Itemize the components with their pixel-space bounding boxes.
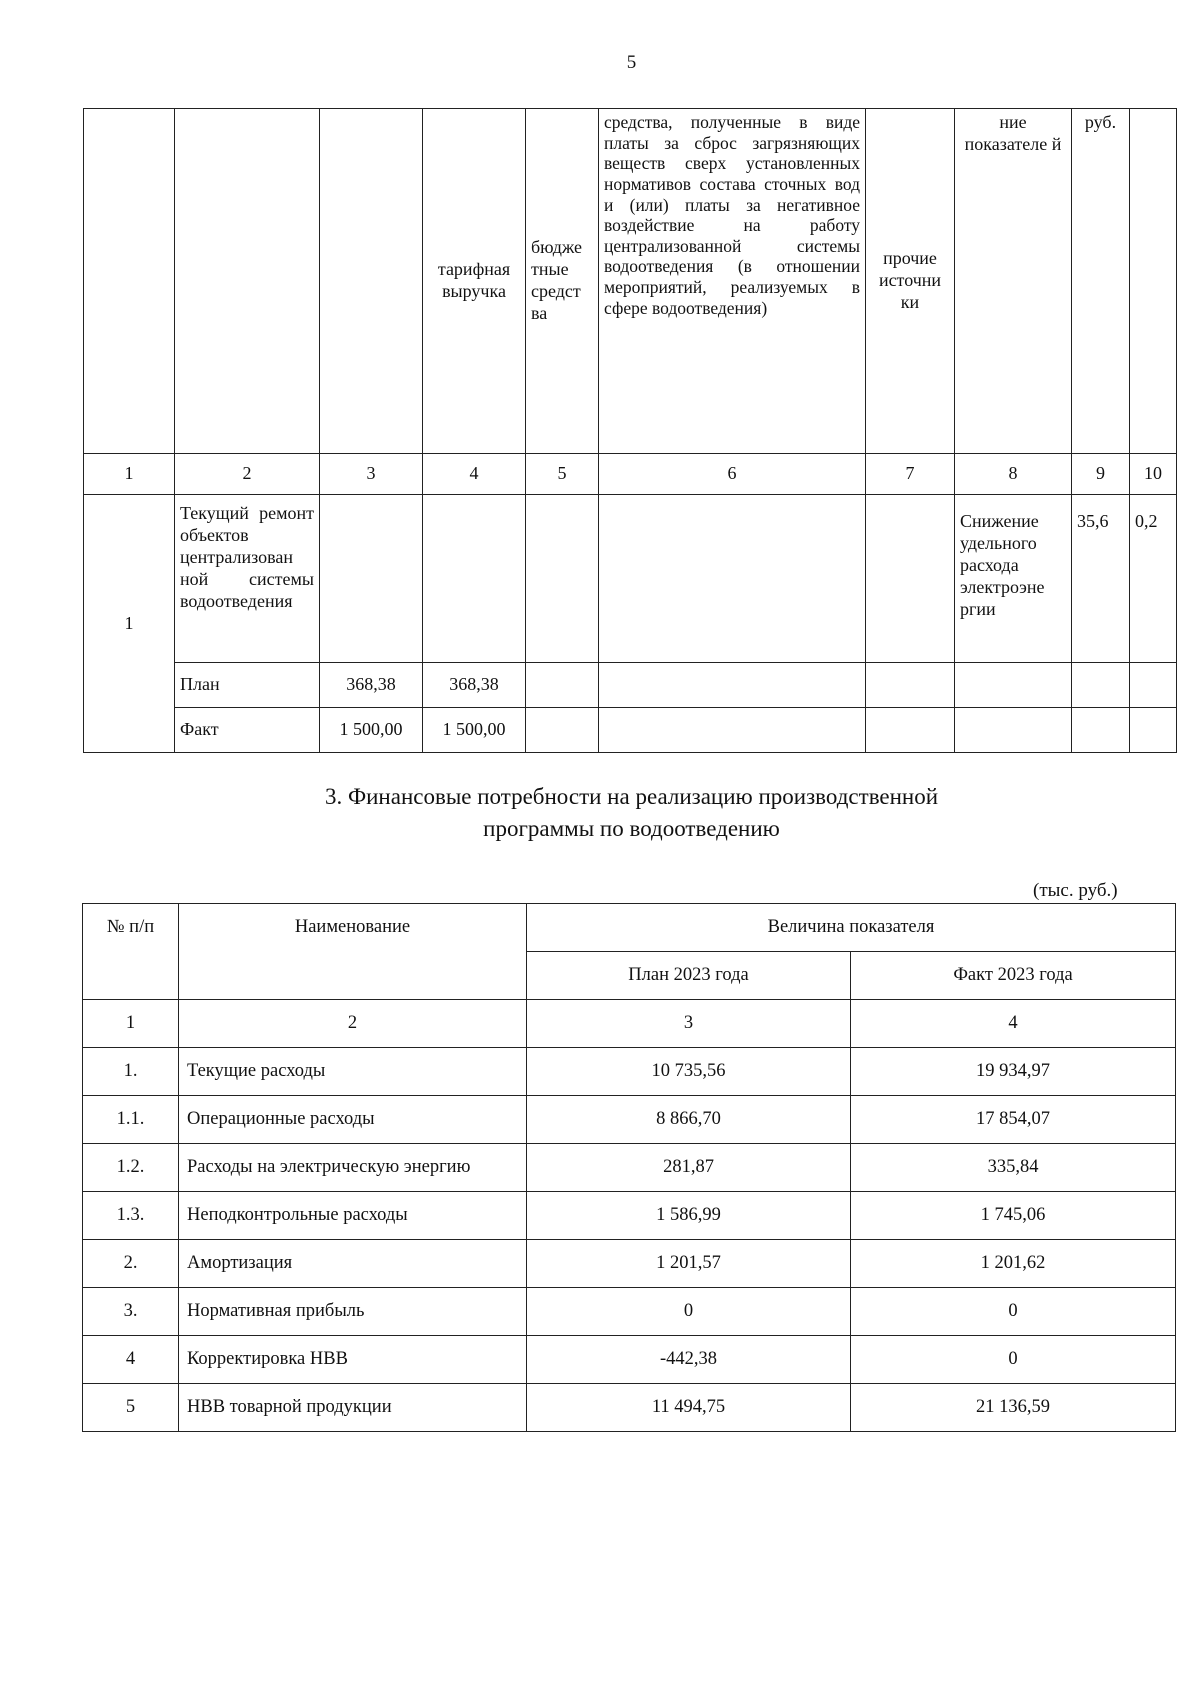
table1-cell xyxy=(866,495,955,663)
table1-cell xyxy=(320,495,423,663)
row-no: 5 xyxy=(83,1384,179,1432)
table2-header-fact: Факт 2023 года xyxy=(851,952,1176,1000)
table1-header-rub: руб. xyxy=(1072,109,1130,454)
table-row xyxy=(83,1288,1176,1336)
table2-header-name: Наименование xyxy=(179,904,527,1000)
table1-col-number: 5 xyxy=(526,454,599,495)
row-plan: 281,87 xyxy=(527,1144,851,1192)
table1-row-index: 1 xyxy=(84,495,175,753)
row-name: Неподконтрольные расходы xyxy=(179,1192,527,1240)
table1-cell xyxy=(1072,708,1130,753)
row-no: 3. xyxy=(83,1288,179,1336)
table1-col-number: 4 xyxy=(423,454,526,495)
table1-measure-name: Текущий ремонт объектов централизован ной системы водоотведения xyxy=(175,495,320,663)
row-plan: -442,38 xyxy=(527,1336,851,1384)
row-name: НВВ товарной продукции xyxy=(179,1384,527,1432)
row-fact: 21 136,59 xyxy=(851,1384,1176,1432)
row-name: Расходы на электрическую энергию xyxy=(179,1144,527,1192)
table1-value-rub: 35,6 xyxy=(1072,495,1130,663)
table2-header-no: № п/п xyxy=(83,904,179,1000)
table1-plan-row xyxy=(84,663,1177,708)
row-fact: 1 201,62 xyxy=(851,1240,1176,1288)
table1-col-number: 10 xyxy=(1130,454,1177,495)
units-label: (тыс. руб.) xyxy=(1033,880,1118,901)
table2-numbers-row xyxy=(83,1000,1176,1048)
page-number: 5 xyxy=(626,52,637,73)
table-row xyxy=(83,1240,1176,1288)
table1-cell xyxy=(599,663,866,708)
row-fact: 0 xyxy=(851,1288,1176,1336)
table1-cell xyxy=(599,495,866,663)
table1-measure-row xyxy=(84,495,1177,663)
table1-fact-label: Факт xyxy=(175,708,320,753)
table1-fact-col3: 1 500,00 xyxy=(320,708,423,753)
table1-header-indicator: ние показателе й xyxy=(955,109,1072,454)
table1-plan-col3: 368,38 xyxy=(320,663,423,708)
table1-indicator: Снижение удельного расхода электроэне ргии xyxy=(955,495,1072,663)
row-no: 1. xyxy=(83,1048,179,1096)
table1-col-number: 8 xyxy=(955,454,1072,495)
table-row xyxy=(83,1144,1176,1192)
table2-col-number: 3 xyxy=(527,1000,851,1048)
table1-col-number: 9 xyxy=(1072,454,1130,495)
table1-header-cell-2 xyxy=(175,109,320,454)
row-name: Текущие расходы xyxy=(179,1048,527,1096)
table1-header-cell-1 xyxy=(84,109,175,454)
table1-plan-label: План xyxy=(175,663,320,708)
table1-col-number: 3 xyxy=(320,454,423,495)
row-no: 2. xyxy=(83,1240,179,1288)
table1-numbers-row xyxy=(84,454,1177,495)
section-title-line-2: программы по водоотведению xyxy=(483,816,780,842)
row-no: 1.3. xyxy=(83,1192,179,1240)
table2-col-number: 1 xyxy=(83,1000,179,1048)
table1-cell xyxy=(866,708,955,753)
table2-header-plan: План 2023 года xyxy=(527,952,851,1000)
table1-col-number: 6 xyxy=(599,454,866,495)
row-name: Корректировка НВВ xyxy=(179,1336,527,1384)
row-name: Амортизация xyxy=(179,1240,527,1288)
table1-cell xyxy=(955,708,1072,753)
row-fact: 335,84 xyxy=(851,1144,1176,1192)
table1-header-other-sources: прочие источни ки xyxy=(866,109,955,454)
row-fact: 0 xyxy=(851,1336,1176,1384)
table1-col-number: 2 xyxy=(175,454,320,495)
row-plan: 8 866,70 xyxy=(527,1096,851,1144)
row-plan: 1 201,57 xyxy=(527,1240,851,1288)
table1-header-discharge-fees: средства, полученные в виде платы за сброс загрязняющих веществ сверх установленных нормативов состава сточных вод и (или) платы за негативное воздействие на работу централизованной системы водоотведения (в отношении мероприятий, реализуемых в сфере водоотведения) xyxy=(599,109,866,454)
row-plan: 11 494,75 xyxy=(527,1384,851,1432)
table2-header-row xyxy=(83,904,1176,952)
table1-col-number: 1 xyxy=(84,454,175,495)
table1-header-cell-3 xyxy=(320,109,423,454)
table-row xyxy=(83,1048,1176,1096)
section-title-line-1: 3. Финансовые потребности на реализацию производственной xyxy=(324,784,939,809)
table1-value-col10: 0,2 xyxy=(1130,495,1177,663)
table1-header-row xyxy=(84,109,1177,454)
row-plan: 1 586,99 xyxy=(527,1192,851,1240)
row-fact: 19 934,97 xyxy=(851,1048,1176,1096)
table2-header-value: Величина показателя xyxy=(527,904,1176,952)
table1-header-tariff-revenue: тарифная выручка xyxy=(423,109,526,454)
row-no: 1.1. xyxy=(83,1096,179,1144)
row-name: Операционные расходы xyxy=(179,1096,527,1144)
row-plan: 0 xyxy=(527,1288,851,1336)
table1-header-cell-10 xyxy=(1130,109,1177,454)
row-fact: 17 854,07 xyxy=(851,1096,1176,1144)
table1-cell xyxy=(599,708,866,753)
table1-cell xyxy=(1130,708,1177,753)
table1-cell xyxy=(526,663,599,708)
table-row xyxy=(83,1192,1176,1240)
table1-cell xyxy=(526,708,599,753)
row-plan: 10 735,56 xyxy=(527,1048,851,1096)
section-title xyxy=(0,781,1200,845)
table-row xyxy=(83,1096,1176,1144)
row-no: 4 xyxy=(83,1336,179,1384)
table-row xyxy=(83,1336,1176,1384)
table1-cell xyxy=(1072,663,1130,708)
table1-fact-col4: 1 500,00 xyxy=(423,708,526,753)
table1-cell xyxy=(423,495,526,663)
row-no: 1.2. xyxy=(83,1144,179,1192)
table1-fact-row xyxy=(84,708,1177,753)
row-fact: 1 745,06 xyxy=(851,1192,1176,1240)
table2-col-number: 4 xyxy=(851,1000,1176,1048)
program-measures-table xyxy=(83,108,1177,753)
table1-col-number: 7 xyxy=(866,454,955,495)
table1-cell xyxy=(1130,663,1177,708)
row-name: Нормативная прибыль xyxy=(179,1288,527,1336)
table1-cell xyxy=(866,663,955,708)
table1-cell xyxy=(526,495,599,663)
table1-cell xyxy=(955,663,1072,708)
table1-plan-col4: 368,38 xyxy=(423,663,526,708)
financial-needs-table xyxy=(82,903,1176,1432)
table1-header-budget-funds: бюдже тные средст ва xyxy=(526,109,599,454)
table-row xyxy=(83,1384,1176,1432)
table2-col-number: 2 xyxy=(179,1000,527,1048)
